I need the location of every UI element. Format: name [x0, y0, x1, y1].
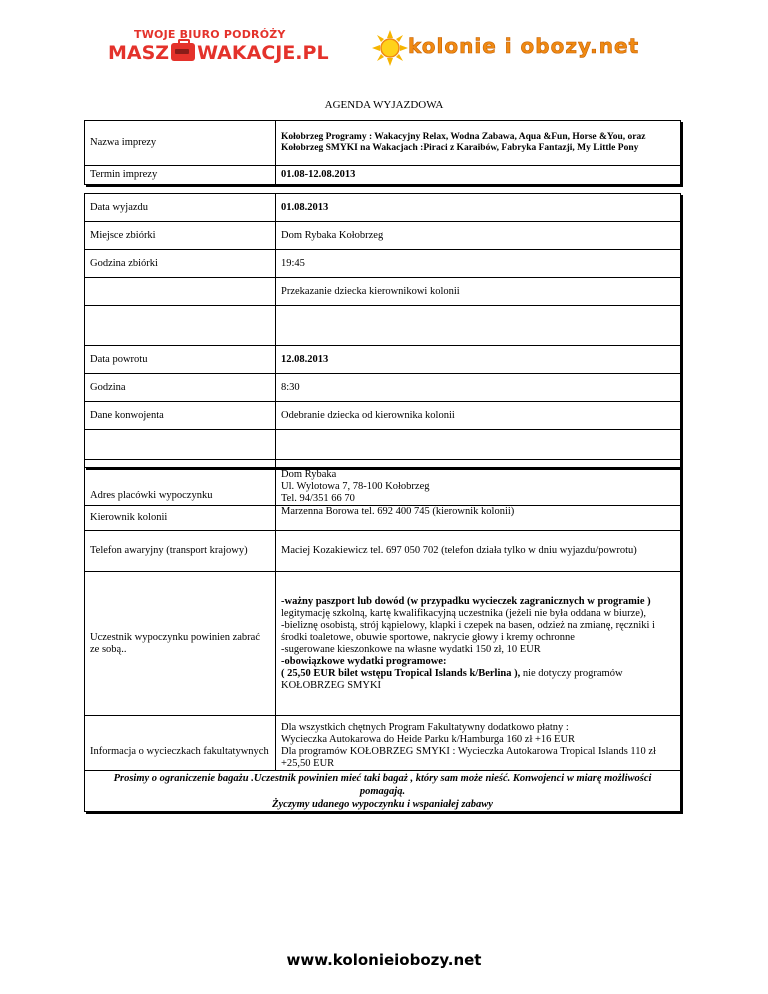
- table-row: [85, 771, 681, 812]
- table-row: [85, 460, 681, 506]
- table-row: [85, 716, 681, 771]
- wycieczki-line: Dla wszystkich chętnych Program Fakultatywny dodatkowo płatny :: [281, 722, 569, 733]
- logo-right-text: kolonie i obozy.net: [408, 34, 640, 58]
- kierownik-value: Marzenna Borowa tel. 692 400 745 (kierownik kolonii): [276, 506, 681, 531]
- table-row: [85, 506, 681, 531]
- kierownik-label: Kierownik kolonii: [85, 506, 276, 531]
- masz-wakacje-logo: [108, 28, 329, 72]
- termin-label: Termin imprezy: [85, 166, 276, 185]
- adres-line: Tel. 94/351 66 70: [281, 493, 355, 504]
- data-powrotu-label: Data powrotu: [85, 346, 276, 374]
- adres-line: Ul. Wylotowa 7, 78-100 Kołobrzeg: [281, 481, 430, 492]
- godzina-zbiorki-value: 19:45: [276, 250, 681, 278]
- zabrac-bold-3: ( 25,50 EUR bilet wstępu Tropical Islands k/Berlina ),: [281, 667, 521, 679]
- table-row: [85, 306, 681, 346]
- wycieczki-value: [276, 716, 681, 771]
- logo-left-text-a: MASZ: [108, 42, 170, 64]
- note-line-1: Prosimy o ograniczenie bagażu .Uczestnik powinien mieć taki bagaż , który sam może nieść. Konwojenci w miarę możliwości pomagają.: [113, 773, 652, 797]
- miejsce-label: Miejsce zbiórki: [85, 222, 276, 250]
- table-row: [85, 572, 681, 716]
- wycieczki-line: Dla programów KOŁOBRZEG SMYKI : Wycieczka Autokarowa Tropical Islands 110 zł +25,50 EUR: [281, 746, 656, 769]
- suitcase-icon: [171, 43, 195, 61]
- table-row: [85, 222, 681, 250]
- zabrac-text-3: -sugerowane kieszonkowe na własne wydatki 150 zł, 10 EUR: [281, 643, 541, 655]
- table-row: [85, 250, 681, 278]
- table-row: [85, 402, 681, 430]
- nazwa-label: Nazwa imprezy: [85, 121, 276, 166]
- przekazanie-value: Przekazanie dziecka kierownikowi kolonii: [276, 278, 681, 306]
- konwojent-value: Odebranie dziecka od kierownika kolonii: [276, 402, 681, 430]
- zabrac-bold-1: -ważny paszport lub dowód (w przypadku wycieczek zagranicznych w programie ): [281, 595, 651, 607]
- miejsce-value: Dom Rybaka Kołobrzeg: [276, 222, 681, 250]
- zabrac-text-2: -bieliznę osobistą, strój kąpielowy, klapki i czepek na basen, odzież na zmianę, ręczniki i środki toaletowe, obuwie sportowe, nakrycie głowy i kremy ochronne: [281, 619, 655, 643]
- zabrac-label: Uczestnik wypoczynku powinien zabrać ze sobą..: [85, 572, 276, 716]
- note-line-2: Życzymy udanego wypoczynku i wspaniałej zabawy: [272, 799, 493, 810]
- table-row: [85, 194, 681, 222]
- zabrac-value: [276, 572, 681, 716]
- table-row: [85, 166, 681, 185]
- travel-table: [84, 193, 681, 468]
- logo-left-tagline: TWOJE BIURO PODRÓŻY: [134, 28, 286, 41]
- termin-value: 01.08-12.08.2013: [281, 169, 356, 180]
- godzina-value: 8:30: [276, 374, 681, 402]
- wycieczki-label: Informacja o wycieczkach fakultatywnych: [85, 716, 276, 771]
- data-wyjazdu-label: Data wyjazdu: [85, 194, 276, 222]
- godzina-label: Godzina: [85, 374, 276, 402]
- luggage-note: [85, 771, 681, 812]
- godzina-zbiorki-label: Godzina zbiórki: [85, 250, 276, 278]
- table-row: [85, 531, 681, 572]
- kolonie-obozy-logo: [372, 30, 667, 66]
- table-row: [85, 346, 681, 374]
- page-title: AGENDA WYJAZDOWA: [324, 99, 444, 111]
- table-row: [85, 278, 681, 306]
- adres-label: Adres placówki wypoczynku: [85, 460, 276, 506]
- data-wyjazdu-value: 01.08.2013: [281, 201, 329, 213]
- konwojent-label: Dane konwojenta: [85, 402, 276, 430]
- event-table: [84, 120, 681, 185]
- nazwa-value: Kołobrzeg Programy : Wakacyjny Relax, Wodna Zabawa, Aqua &Fun, Horse &You, oraz Kołobrzeg SMYKI na Wakacjach :Piraci z Karaibów, Fabryka Fantazji, My Little Pony: [281, 131, 646, 153]
- adres-value: [276, 460, 681, 506]
- zabrac-text-4: nie dotyczy programów KOŁOBRZEG SMYKI: [281, 667, 623, 691]
- telefon-value: Maciej Kozakiewicz tel. 697 050 702 (telefon działa tylko w dniu wyjazdu/powrotu): [276, 531, 681, 572]
- footer-website-link[interactable]: www.kolonieiobozy.net: [286, 951, 482, 969]
- sun-icon: [372, 30, 408, 66]
- info-table: [84, 459, 681, 812]
- telefon-label: Telefon awaryjny (transport krajowy): [85, 531, 276, 572]
- table-row: [85, 374, 681, 402]
- wycieczki-line: Wycieczka Autokarowa do Heide Parku k/Hamburga 160 zł +16 EUR: [281, 734, 576, 745]
- table-row: [85, 121, 681, 166]
- adres-line: Dom Rybaka: [281, 469, 337, 480]
- logo-left-text-b: WAKACJE.PL: [197, 42, 329, 64]
- zabrac-bold-2: -obowiązkowe wydatki programowe:: [281, 655, 447, 667]
- zabrac-text-1: legitymację szkolną, kartę kwalifikacyjną uczestnika (jeżeli nie była oddana w biurze),: [281, 607, 647, 619]
- data-powrotu-value: 12.08.2013: [281, 353, 329, 365]
